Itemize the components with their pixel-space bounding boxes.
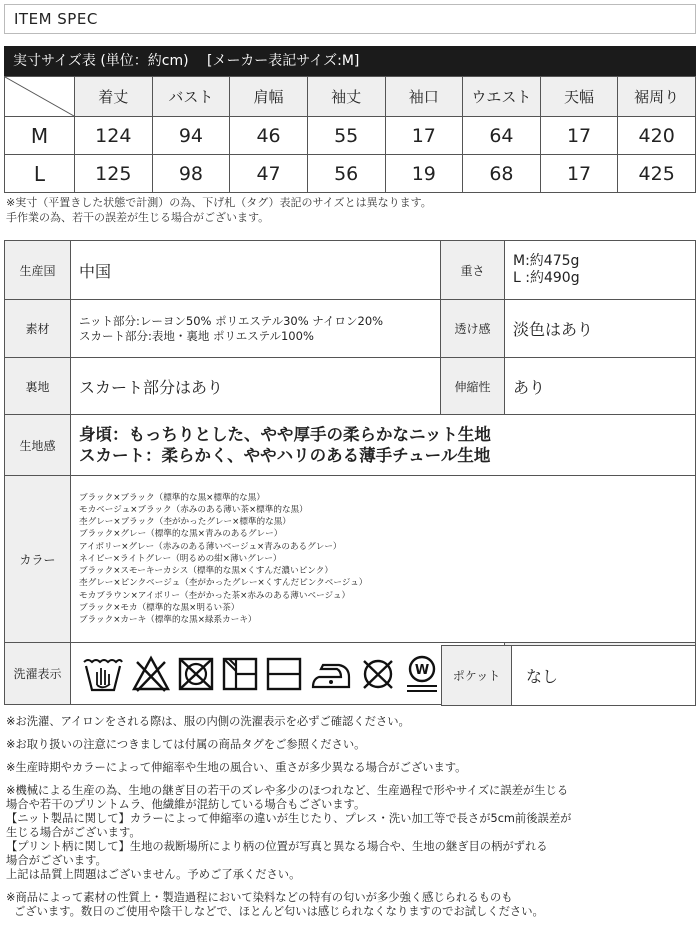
size-value: 98 — [152, 155, 230, 193]
size-value: 124 — [75, 117, 153, 155]
size-value: 56 — [307, 155, 385, 193]
stretch-label: 伸縮性 — [441, 358, 505, 415]
no-tumble-dry-icon — [177, 655, 215, 693]
color-label: カラー — [5, 476, 71, 643]
color-item: ブラック×スモーキーカシス（標準的な黒×くすんだ濃いピンク） — [79, 566, 333, 577]
size-value: 420 — [618, 117, 696, 155]
spec-row-origin — [5, 241, 696, 300]
size-value: 68 — [463, 155, 541, 193]
lining-label: 裏地 — [5, 358, 71, 415]
size-table-corner — [5, 77, 75, 117]
size-value: 125 — [75, 155, 153, 193]
no-bleach-icon — [131, 654, 171, 694]
size-table-title: 実寸サイズ表 (単位：約cm) — [13, 53, 189, 69]
wash-symbols — [71, 643, 505, 705]
col-header-neck-width: 天幅 — [540, 77, 618, 117]
size-value: 17 — [540, 117, 618, 155]
care-note: 場合がございます。 — [6, 854, 107, 867]
color-item: ネイビー×ライトグレー（明るめの紺×薄いグレー） — [79, 553, 282, 564]
spec-row-colors — [5, 476, 696, 643]
origin-value: 中国 — [71, 241, 441, 300]
care-notes — [6, 715, 571, 919]
size-value: 55 — [307, 117, 385, 155]
size-value: 17 — [385, 117, 463, 155]
material-value — [71, 300, 441, 358]
weight-m: M:約475g — [513, 253, 580, 269]
size-table-header-row — [5, 77, 696, 117]
care-note: ※生産時期やカラーによって伸縮率や生地の風合い、重さが多少異なる場合がございます。 — [6, 761, 467, 774]
care-note: ございます。数日のご使用や陰干しなどで、ほとんど匂いは感じられなくなりますのでお試しください。 — [14, 905, 544, 918]
color-item: ブラック×カーキ（標準的な黒×緑系カーキ） — [79, 614, 257, 625]
care-note: ※商品によって素材の性質上・製造過程において染料などの特有の匂いが多少強く感じられるものも — [6, 891, 513, 904]
pocket-label-cell — [441, 645, 512, 706]
iron-low-icon — [309, 655, 353, 693]
col-header-waist: ウエスト — [463, 77, 541, 117]
care-note: ※機械による生産の為、生地の継ぎ目の若干のズレや多少のほつれなど、生産過程で形やサイズに誤差が生じる — [6, 784, 569, 797]
size-table — [4, 76, 696, 193]
size-row-m — [5, 117, 696, 155]
wash-label: 洗濯表示 — [5, 643, 71, 705]
care-note: ※お洗濯、アイロンをされる際は、服の内側の洗濯表示を必ずご確認ください。 — [6, 715, 410, 728]
spec-row-lining — [5, 358, 696, 415]
col-header-cuff: 袖口 — [385, 77, 463, 117]
material-label: 素材 — [5, 300, 71, 358]
size-value: 17 — [540, 155, 618, 193]
item-spec-title-bar — [4, 4, 696, 34]
sheer-label: 透け感 — [441, 300, 505, 358]
color-list — [71, 476, 696, 643]
svg-text:W: W — [414, 662, 430, 678]
stretch-value: あり — [505, 358, 696, 415]
dry-flat-icon — [265, 655, 303, 693]
col-header-bust: バスト — [152, 77, 230, 117]
color-item: 杢グレー×ブラック（杢がかったグレー×標準的な黒） — [79, 517, 291, 528]
color-item: ブラック×モカ（標準的な黒×明るい茶） — [79, 602, 240, 613]
pocket-value: なし — [526, 667, 559, 686]
size-note: 手作業の為、若干の誤差が生じる場合がございます。 — [6, 211, 270, 224]
color-item: アイボリー×グレー（赤みのある薄いベージュ×青みのあるグレー） — [79, 541, 342, 552]
pocket-value-cell — [512, 645, 696, 706]
color-item: モカベージュ×ブラック（赤みのある薄い茶×標準的な黒） — [79, 505, 308, 516]
care-note: 場合や若干のプリントムラ、他繊維が混紡している場合もございます。 — [6, 798, 366, 811]
maker-size-label: [メーカー表記サイズ:M] — [207, 53, 360, 69]
size-table-header — [4, 46, 696, 76]
pocket-label-overlay: ポケット — [452, 669, 501, 683]
sheer-value: 淡色はあり — [505, 300, 696, 358]
color-item: モカブラウン×アイボリー（杢がかった茶×赤みのある薄いベージュ） — [79, 590, 351, 601]
color-item: 杢グレー×ピンクベージュ（杢がかったグレー×くすんだピンクベージュ） — [79, 578, 368, 589]
size-notes — [6, 195, 432, 225]
hand-wash-icon — [81, 654, 125, 694]
color-item: ブラック×グレー（標準的な黒×青みのあるグレー） — [79, 529, 283, 540]
size-value: 19 — [385, 155, 463, 193]
diagonal-line-icon — [5, 77, 74, 116]
spec-table — [4, 240, 696, 705]
size-row-l — [5, 155, 696, 193]
page-title: ITEM SPEC — [14, 10, 98, 28]
size-value: 425 — [618, 155, 696, 193]
lining-value: スカート部分はあり — [71, 358, 441, 415]
care-note: 【プリント柄に関して】生地の裁断場所により柄の位置が写真と異なる場合や、生地の継ぎ目の柄がずれる — [6, 840, 548, 853]
no-dry-clean-icon — [359, 655, 397, 693]
spec-row-texture — [5, 415, 696, 476]
shade-dry-icon — [221, 655, 259, 693]
care-note: 【ニット製品に関して】カラーによって伸縮率の違いが生じたり、プレス・洗い加工等で長さが5cm前後誤差が — [6, 812, 572, 825]
texture-line: 身頃：もっちりとした、やや厚手の柔らかなニット生地 — [79, 425, 491, 444]
weight-label: 重さ — [441, 241, 505, 300]
wet-clean-icon — [403, 654, 441, 694]
origin-label: 生産国 — [5, 241, 71, 300]
material-line: スカート部分:表地・裏地 ポリエステル100% — [79, 328, 314, 343]
size-value: 94 — [152, 117, 230, 155]
size-note: ※実寸（平置きした状態で計測）の為、下げ札（タグ）表記のサイズとは異なります。 — [6, 196, 432, 209]
col-header-sleeve-length: 袖丈 — [307, 77, 385, 117]
spec-row-material — [5, 300, 696, 358]
size-value: 47 — [230, 155, 308, 193]
care-note: 生じる場合がございます。 — [6, 826, 141, 839]
col-header-shoulder: 肩幅 — [230, 77, 308, 117]
size-value: 46 — [230, 117, 308, 155]
weight-l: L :約490g — [513, 270, 580, 286]
size-value: 64 — [463, 117, 541, 155]
col-header-length: 着丈 — [75, 77, 153, 117]
size-label: M — [5, 117, 75, 155]
care-note: 上記は品質上問題はございません。予めご了承ください。 — [6, 868, 301, 881]
care-note: ※お取り扱いの注意につきましては付属の商品タグをご参照ください。 — [6, 738, 366, 751]
weight-value — [505, 241, 696, 300]
color-item: ブラック×ブラック（標準的な黒×標準的な黒） — [79, 492, 265, 503]
texture-label: 生地感 — [5, 415, 71, 476]
col-header-hem: 裾周り — [618, 77, 696, 117]
material-line: ニット部分:レーヨン50% ポリエステル30% ナイロン20% — [79, 313, 384, 328]
size-label: L — [5, 155, 75, 193]
texture-line: スカート：柔らかく、ややハリのある薄手チュール生地 — [79, 446, 491, 465]
texture-value — [71, 415, 696, 476]
